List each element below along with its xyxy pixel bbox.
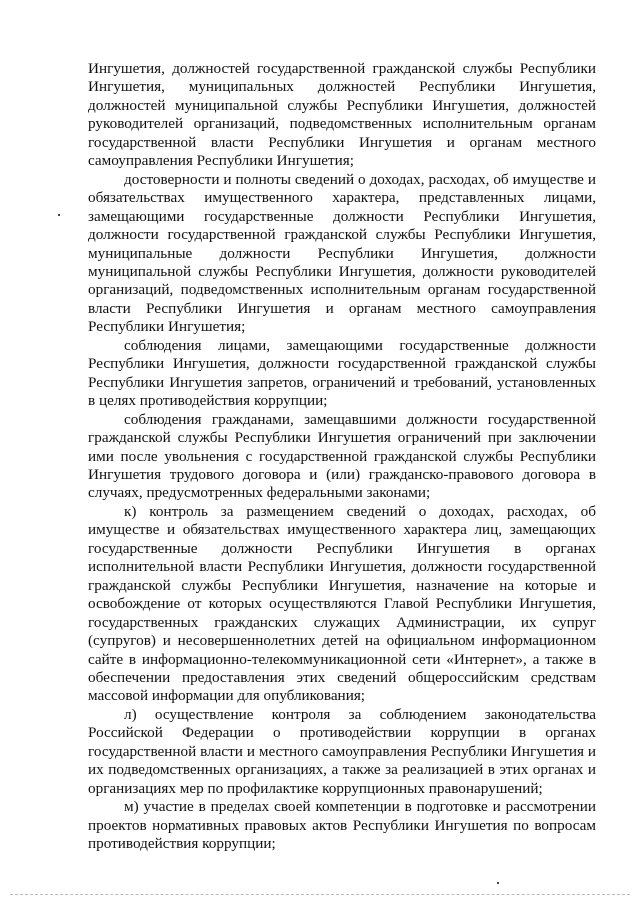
- paragraph-reliability: достоверности и полноты сведений о доходах, расходах, об имуществе и обязательствах имущественного характера, представленных лицами, замещающими государственные должности Республики Ингушетия, должности государственной гражданской службы Республики Ингушетия, муниципальные должности Республики Ингушетия, должности муниципальной службы Республики Ингушетия, должности руководителей организаций, подведомственных исполнительным органам государственной власти Республики Ингушетия и органам местного самоуправления Республики Ингушетия;: [88, 170, 596, 336]
- paragraph-compliance-officials: соблюдения лицами, замещающими государственные должности Республики Ингушетия, должности государственной гражданской службы Республики Ингушетия запретов, ограничений и требований, установленных в целях противодействия коррупции;: [88, 336, 596, 410]
- paragraph-continuation: Ингушетия, должностей государственной гражданской службы Республики Ингушетия, муниципальных должностей Республики Ингушетия, должностей муниципальной службы Республики Ингушетия, должностей руководителей организаций, подведомственных исполнительным органам государственной власти Республики Ингушетия и органам местного самоуправления Республики Ингушетия;: [88, 60, 596, 170]
- paragraph-item-l: л) осуществление контроля за соблюдением законодательства Российской Федерации о противодействии коррупции в органах государственной власти и местного самоуправления Республики Ингушетия и их подведомственных организациях, а также за реализацией в этих органах и организациях мер по профилактике коррупционных правонарушений;: [88, 705, 596, 797]
- scan-speck: [58, 214, 60, 216]
- scan-speck: [497, 882, 499, 884]
- paragraph-item-m: м) участие в пределах своей компетенции в подготовке и рассмотрении проектов нормативных правовых актов Республики Ингушетия по вопросам противодействия коррупции;: [88, 798, 596, 853]
- paragraph-compliance-citizens: соблюдения гражданами, замещавшими должности государственной гражданской службы Республики Ингушетия ограничений при заключении ими после увольнения с государственной гражданской службы Республики Ингушетия трудового договора и (или) гражданско-правового договора в случаях, предусмотренных федеральными законами;: [88, 410, 596, 502]
- document-body: [88, 60, 596, 853]
- paragraph-item-k: к) контроль за размещением сведений о доходах, расходах, об имуществе и обязательствах имущественного характера лиц, замещающих государственные должности Республики Ингушетия в органах исполнительной власти Республики Ингушетия, должности государственной гражданской службы Республики Ингушетия, назначение на которые и освобождение от которых осуществляются Главой Республики Ингушетия, государственных гражданских служащих Администрации, их супруг (супругов) и несовершеннолетних детей на официальном информационном сайте в информационно-телекоммуникационной сети «Интернет», а также в обеспечении предоставления этих сведений общероссийским средствам массовой информации для опубликования;: [88, 502, 596, 705]
- scan-bottom-edge: [10, 894, 630, 896]
